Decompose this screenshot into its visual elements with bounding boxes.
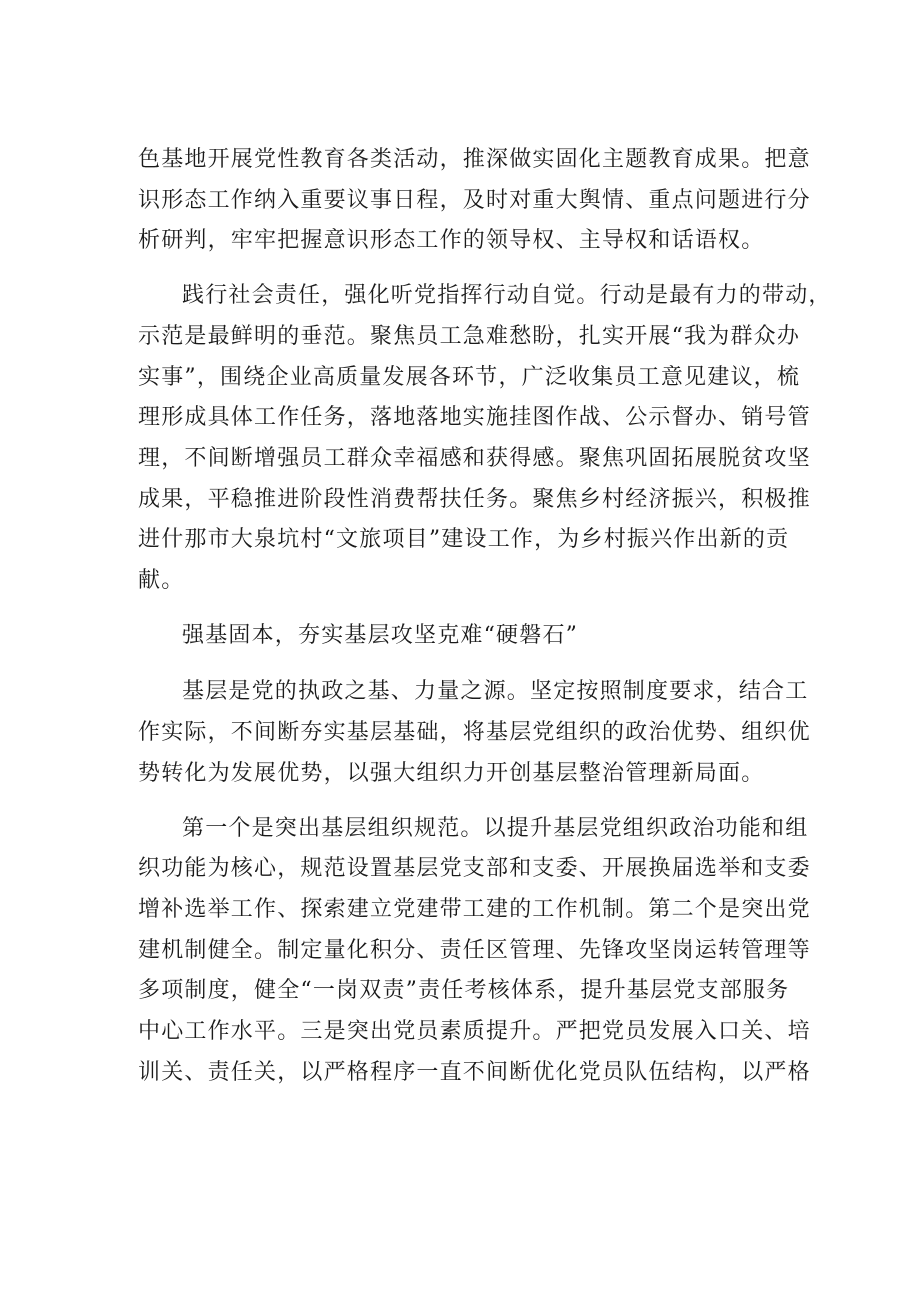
text-line: 多项制度，健全“一岗双责”责任考核体系，提升基层党支部服务 [138,978,790,1004]
paragraph-continuation [138,140,811,262]
paragraph-grassroots-foundation [138,672,811,794]
text-line: 析研判，牢牢把握意识形态工作的领导权、主导权和话语权。 [138,228,765,254]
text-line: 训关、责任关，以严格程序一直不间断优化党员队伍结构，以严格 [138,1059,811,1085]
text-line: 增补选举工作、探索建立党建带工建的工作机制。第二个是突出党 [138,896,811,922]
text-line: 第一个是突出基层组织规范。以提升基层党组织政治功能和组 [182,815,809,841]
text-line: 作实际，不间断夯实基层基础，将基层党组织的政治优势、组织优 [138,720,811,746]
text-line: 进什那市大泉坑村“文旅项目”建设工作，为乡村振兴作出新的贡 [138,527,790,553]
document-body [138,140,832,1107]
text-line: 实事”，围绕企业高质量发展各环节，广泛收集员工意见建议，梳 [138,364,801,390]
text-line: 识形态工作纳入重要议事日程，及时对重大舆情、重点问题进行分 [138,187,811,213]
text-line: 建机制健全。制定量化积分、责任区管理、先锋攻坚岗运转管理等 [138,937,811,963]
text-line: 示范是最鲜明的垂范。聚焦员工急难愁盼，扎实开展“我为群众办 [138,323,801,349]
text-line: 践行社会责任，强化听党指挥行动自觉。行动是最有力的带动， [182,283,832,309]
text-line: 成果，平稳推进阶段性消费帮扶任务。聚焦乡村经济振兴，积极推 [138,486,811,512]
paragraph-organization-standards [138,809,811,1094]
heading-line: 强基固本，夯实基层攻坚克难“硬磐石” [182,622,579,648]
text-line: 势转化为发展优势，以强大组织力开创基层整治管理新局面。 [138,760,765,786]
text-line: 基层是党的执政之基、力量之源。坚定按照制度要求，结合工 [182,679,809,705]
text-line: 织功能为核心，规范设置基层党支部和支委、开展换届选举和支委 [138,856,811,882]
text-line: 理，不间断增强员工群众幸福感和获得感。聚焦巩固拓展脱贫攻坚 [138,445,811,471]
text-line: 献。 [138,568,185,594]
paragraph-social-responsibility [138,276,832,602]
text-line: 理形成具体工作任务，落地落地实施挂图作战、公示督办、销号管 [138,405,811,431]
text-line: 色基地开展党性教育各类活动，推深做实固化主题教育成果。把意 [138,147,811,172]
text-line: 中心工作水平。三是突出党员素质提升。严把党员发展入口关、培 [138,1019,811,1045]
section-heading [138,616,802,657]
